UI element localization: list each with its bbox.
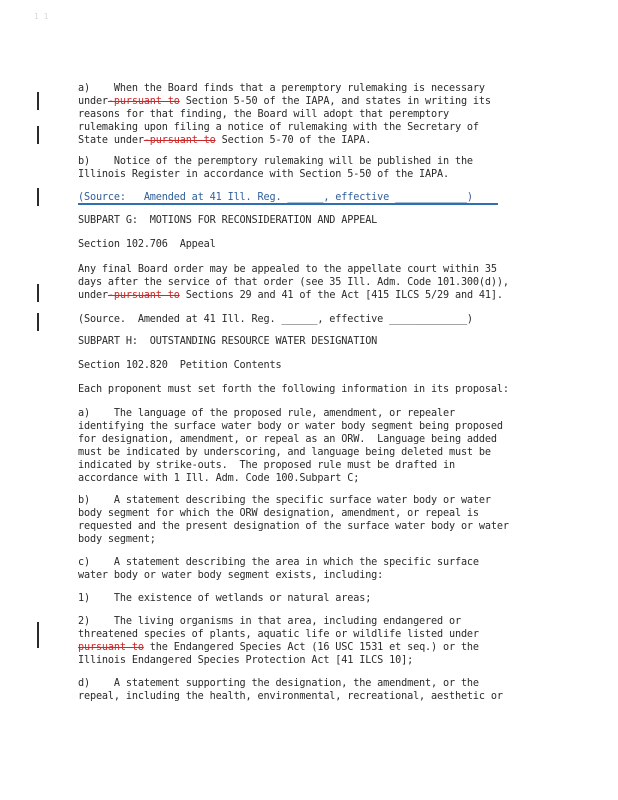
item-b-line: body segment; [78,534,156,545]
deleted-text: -pursuant to [143,135,216,146]
revision-bar [37,284,39,302]
appeal-line: under-pursuant to Sections 29 and 41 of the Act [415 ILCS 5/29 and 41]. [78,290,503,301]
deleted-text: pursuant to [78,642,144,653]
revision-bar [37,188,39,206]
item-a-line: accordance with 1 Ill. Adm. Code 100.Subpart C; [78,473,360,484]
item-2-line: pursuant to the Endangered Species Act (16 USC 1531 et seq.) or the [78,642,479,653]
source-note: (Source. Amended at 41 Ill. Reg. ______, effective _____________) [78,314,473,325]
para-a-line: rulemaking upon filing a notice of rulemaking with the Secretary of [78,122,479,133]
para-b-line: Illinois Register in accordance with Section 5-50 of the IAPA. [78,169,449,180]
item-c-line: c) A statement describing the area in which the specific surface [78,557,479,568]
para-a-line: a) When the Board finds that a peremptory rulemaking is necessary [78,83,485,94]
item-d-line: d) A statement supporting the designation, the amendment, or the [78,678,479,689]
subpart-g-heading: SUBPART G: MOTIONS FOR RECONSIDERATION AND APPEAL [78,215,378,226]
para-b-line: b) Notice of the peremptory rulemaking will be published in the [78,156,473,167]
source-note: (Source: Amended at 41 Ill. Reg. ______, effective ____________) [78,192,473,203]
appeal-line: Any final Board order may be appealed to the appellate court within 35 [78,264,497,275]
item-a-line: a) The language of the proposed rule, amendment, or repealer [78,408,455,419]
item-d-line: repeal, including the health, environmental, recreational, aesthetic or [78,691,503,702]
revision-bar [37,92,39,110]
para-a-line: reasons for that finding, the Board will adopt that peremptory [78,109,449,120]
item-b-line: b) A statement describing the specific surface water body or water [78,495,491,506]
item-b-line: requested and the present designation of the surface water body or water [78,521,509,532]
revision-bar [37,126,39,144]
item-a-line: indicated by strike-outs. The proposed rule must be drafted in [78,460,455,471]
item-c-line: water body or water body segment exists, including: [78,570,384,581]
subpart-h-heading: SUBPART H: OUTSTANDING RESOURCE WATER DESIGNATION [78,336,378,347]
item-a-line: identifying the surface water body or water body segment being proposed [78,421,503,432]
item-a-line: for designation, amendment, or repeal as an ORW. Language being added [78,434,497,445]
para-a-line: State under-pursuant to Section 5-70 of the IAPA. [78,135,372,146]
deleted-text: -pursuant to [107,290,180,301]
para-a-line: under-pursuant to Section 5-50 of the IAPA, and states in writing its [78,96,491,107]
section-706-heading: Section 102.706 Appeal [78,239,216,250]
appeal-line: days after the service of that order (see 35 Ill. Adm. Code 101.300(d)), [78,277,509,288]
deleted-text: -pursuant to [107,96,180,107]
item-1-line: 1) The existence of wetlands or natural areas; [78,593,372,604]
revision-bar [37,313,39,331]
item-2-line: threatened species of plants, aquatic life or wildlife listed under [78,629,479,640]
item-2-line: 2) The living organisms in that area, including endangered or [78,616,461,627]
page-marker: 1 1 [34,12,49,21]
item-b-line: body segment for which the ORW designation, amendment, or repeal is [78,508,479,519]
item-2-line: Illinois Endangered Species Protection Act [41 ILCS 10]; [78,655,414,666]
revision-bar [37,622,39,648]
inserted-underline [78,203,498,205]
item-a-line: must be indicated by underscoring, and language being deleted must be [78,447,491,458]
section-820-heading: Section 102.820 Petition Contents [78,360,282,371]
intro-line: Each proponent must set forth the following information in its proposal: [78,384,509,395]
